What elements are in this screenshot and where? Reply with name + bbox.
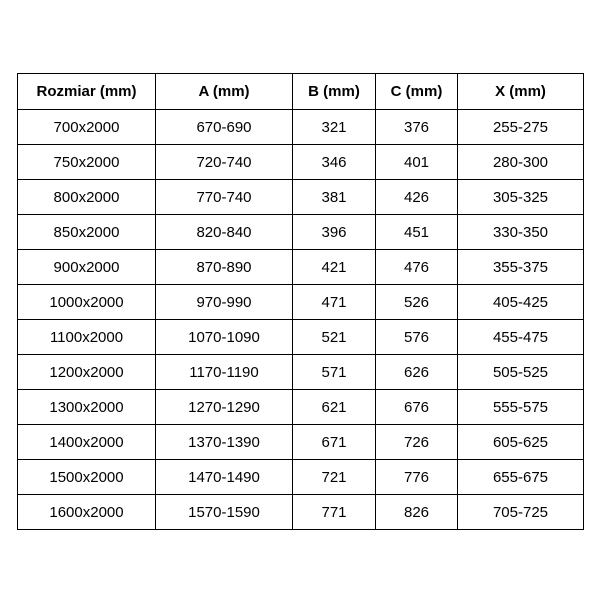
- cell-x: 605-625: [458, 425, 584, 460]
- cell-x: 705-725: [458, 495, 584, 530]
- cell-x: 305-325: [458, 180, 584, 215]
- table-row: [18, 215, 584, 250]
- cell-a: 870-890: [156, 250, 293, 285]
- cell-size: 1400x2000: [18, 425, 156, 460]
- cell-size: 850x2000: [18, 215, 156, 250]
- cell-c: 726: [376, 425, 458, 460]
- cell-c: 526: [376, 285, 458, 320]
- cell-c: 401: [376, 145, 458, 180]
- cell-c: 626: [376, 355, 458, 390]
- cell-x: 255-275: [458, 110, 584, 145]
- cell-b: 396: [293, 215, 376, 250]
- table-row: [18, 180, 584, 215]
- cell-c: 676: [376, 390, 458, 425]
- cell-a: 670-690: [156, 110, 293, 145]
- cell-c: 426: [376, 180, 458, 215]
- cell-x: 280-300: [458, 145, 584, 180]
- cell-size: 1500x2000: [18, 460, 156, 495]
- cell-x: 405-425: [458, 285, 584, 320]
- cell-size: 700x2000: [18, 110, 156, 145]
- table-row: [18, 460, 584, 495]
- table-row: [18, 390, 584, 425]
- cell-b: 421: [293, 250, 376, 285]
- cell-c: 776: [376, 460, 458, 495]
- cell-b: 621: [293, 390, 376, 425]
- cell-b: 721: [293, 460, 376, 495]
- cell-a: 970-990: [156, 285, 293, 320]
- cell-b: 381: [293, 180, 376, 215]
- cell-size: 800x2000: [18, 180, 156, 215]
- cell-size: 1300x2000: [18, 390, 156, 425]
- cell-size: 1600x2000: [18, 495, 156, 530]
- cell-a: 1270-1290: [156, 390, 293, 425]
- cell-b: 471: [293, 285, 376, 320]
- cell-b: 521: [293, 320, 376, 355]
- header-row: [18, 74, 584, 110]
- cell-size: 900x2000: [18, 250, 156, 285]
- cell-x: 355-375: [458, 250, 584, 285]
- header-size: Rozmiar (mm): [18, 74, 156, 110]
- cell-x: 555-575: [458, 390, 584, 425]
- table-row: [18, 145, 584, 180]
- cell-a: 770-740: [156, 180, 293, 215]
- table-row: [18, 285, 584, 320]
- table-row: [18, 110, 584, 145]
- cell-c: 826: [376, 495, 458, 530]
- cell-a: 1170-1190: [156, 355, 293, 390]
- cell-c: 576: [376, 320, 458, 355]
- table-body: [18, 110, 584, 530]
- cell-x: 655-675: [458, 460, 584, 495]
- cell-x: 455-475: [458, 320, 584, 355]
- cell-size: 1200x2000: [18, 355, 156, 390]
- dimensions-table: [17, 73, 584, 530]
- cell-c: 476: [376, 250, 458, 285]
- cell-size: 750x2000: [18, 145, 156, 180]
- table-row: [18, 320, 584, 355]
- cell-size: 1000x2000: [18, 285, 156, 320]
- cell-a: 1370-1390: [156, 425, 293, 460]
- header-x: X (mm): [458, 74, 584, 110]
- cell-a: 1470-1490: [156, 460, 293, 495]
- cell-c: 451: [376, 215, 458, 250]
- header-c: C (mm): [376, 74, 458, 110]
- cell-a: 1570-1590: [156, 495, 293, 530]
- table-header: [18, 74, 584, 110]
- cell-b: 671: [293, 425, 376, 460]
- header-b: B (mm): [293, 74, 376, 110]
- cell-a: 1070-1090: [156, 320, 293, 355]
- header-a: A (mm): [156, 74, 293, 110]
- cell-x: 505-525: [458, 355, 584, 390]
- table-row: [18, 495, 584, 530]
- cell-c: 376: [376, 110, 458, 145]
- cell-b: 321: [293, 110, 376, 145]
- cell-b: 571: [293, 355, 376, 390]
- cell-x: 330-350: [458, 215, 584, 250]
- cell-a: 820-840: [156, 215, 293, 250]
- cell-size: 1100x2000: [18, 320, 156, 355]
- cell-b: 346: [293, 145, 376, 180]
- cell-b: 771: [293, 495, 376, 530]
- cell-a: 720-740: [156, 145, 293, 180]
- table-row: [18, 355, 584, 390]
- table-row: [18, 250, 584, 285]
- table-row: [18, 425, 584, 460]
